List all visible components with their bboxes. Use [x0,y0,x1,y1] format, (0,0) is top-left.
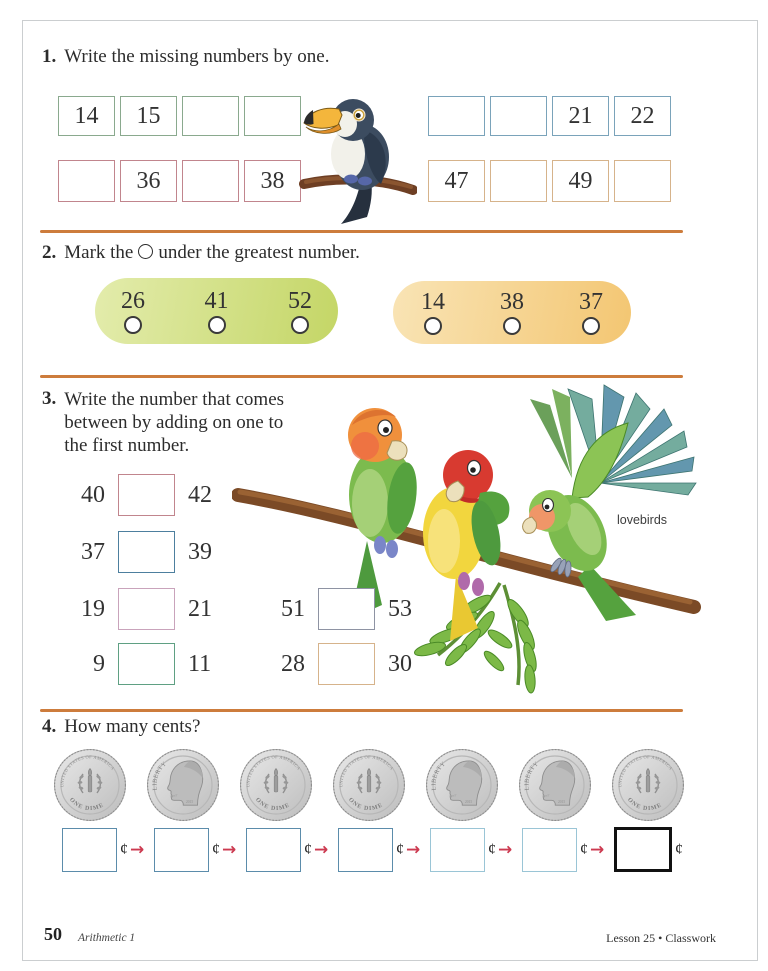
between-pair [55,643,211,685]
pair-right: 53 [388,595,412,622]
page-number: 50 [44,924,62,944]
between-pair [55,474,212,516]
choice-column [579,290,603,335]
answer-box[interactable] [118,643,175,685]
pair-right: 30 [388,650,412,677]
answer-box[interactable] [182,160,239,202]
section3-title-text: Write the number that comes between by adding on one to the first number. [64,389,285,456]
answer-box[interactable] [62,828,117,872]
choice-number: 41 [204,287,229,314]
pair-right: 42 [188,481,212,508]
between-pair [55,531,212,573]
dime-coin [425,748,499,822]
answer-box[interactable] [318,643,375,685]
cents-unit [430,828,522,872]
dime-coin [239,748,313,822]
dime-coin [518,748,592,822]
section3-number: 3. [42,388,57,409]
cent-symbol: ¢ [304,840,312,858]
number-cell: 49 [552,160,609,202]
pair-left: 19 [81,595,105,622]
answer-box[interactable] [154,828,209,872]
answer-box[interactable] [338,828,393,872]
section1-title [42,46,329,68]
choice-number: 38 [500,289,524,315]
dime-coin [332,748,406,822]
cents-unit [154,828,246,872]
toucan-illustration [299,82,417,230]
number-cell: 47 [428,160,485,202]
number-cell: 36 [120,160,177,202]
section4-title [42,716,200,738]
pair-left: 40 [81,481,105,508]
section-divider [40,230,683,233]
section-divider [40,375,683,378]
dime-coin [146,748,220,822]
mark-circle[interactable] [424,317,442,335]
arrow-icon: → [314,839,329,860]
choice-column [288,289,312,334]
section2-number: 2. [42,242,57,263]
arrow-icon: → [590,839,605,860]
circle-icon [138,244,153,259]
section2-title-post: under the greatest number. [158,242,360,263]
cents-unit [62,828,154,872]
choice-column [121,289,145,334]
section4-number: 4. [42,716,57,737]
greatest-number-group-green [95,278,338,344]
arrow-icon: → [130,839,145,860]
mark-circle[interactable] [291,316,309,334]
answer-box[interactable] [118,531,175,573]
cents-unit [522,828,614,872]
mark-circle[interactable] [124,316,142,334]
answer-box[interactable] [490,160,547,202]
answer-box[interactable] [428,96,485,136]
arrow-icon: → [498,839,513,860]
section2-title-pre: Mark the [64,242,134,263]
answer-box[interactable] [182,96,239,136]
pair-left: 37 [81,538,105,565]
cent-symbol: ¢ [580,840,588,858]
cents-unit [614,827,683,872]
cents-unit [246,828,338,872]
dime-coins-row [53,748,685,822]
answer-box[interactable] [614,160,671,202]
lesson-label: Lesson 25 • Classwork [606,931,716,945]
dime-coin [53,748,127,822]
section1-number: 1. [42,46,57,67]
answer-box[interactable] [522,828,577,872]
choice-column [421,290,445,335]
section4-title-text: How many cents? [64,716,201,737]
cent-symbol: ¢ [488,840,496,858]
choice-number: 37 [579,289,603,315]
answer-box[interactable] [318,588,375,630]
answer-box[interactable] [490,96,547,136]
cent-symbol: ¢ [212,840,220,858]
answer-box-total[interactable] [614,827,672,872]
lovebirds-caption: lovebirds [617,513,668,527]
choice-column [205,289,229,334]
pair-left: 28 [281,650,305,677]
section-divider [40,709,683,712]
pair-right: 39 [188,538,212,565]
number-cell: 22 [614,96,671,136]
mark-circle[interactable] [503,317,521,335]
book-title: Arithmetic 1 [78,932,136,944]
between-pair [255,588,412,630]
between-pair [255,643,412,685]
section1-title-text: Write the missing numbers by one. [64,46,330,67]
choice-column [500,290,524,335]
answer-box[interactable] [430,828,485,872]
greatest-number-group-orange [393,281,631,344]
mark-circle[interactable] [208,316,226,334]
choice-number: 26 [121,287,145,314]
mark-circle[interactable] [582,317,600,335]
number-cell: 15 [120,96,177,136]
arrow-icon: → [406,839,421,860]
pair-right: 11 [188,650,212,677]
choice-number: 52 [288,287,312,314]
pair-right: 21 [188,595,212,622]
number-cell: 21 [552,96,609,136]
cent-symbol: ¢ [675,840,683,858]
cent-symbol: ¢ [120,840,128,858]
number-cell: 14 [58,96,115,136]
pair-left: 51 [281,595,305,622]
cent-symbol: ¢ [396,840,404,858]
section2-title [42,242,360,264]
choice-number: 14 [421,289,445,315]
answer-box[interactable] [58,160,115,202]
answer-box[interactable] [246,828,301,872]
cents-unit [338,828,430,872]
cents-answer-row [62,827,683,872]
answer-box[interactable] [244,96,301,136]
answer-box[interactable] [118,588,175,630]
answer-box[interactable] [118,474,175,516]
between-pair [55,588,212,630]
pair-left: 9 [93,650,105,677]
arrow-icon: → [222,839,237,860]
dime-coin [611,748,685,822]
number-cell: 38 [244,160,301,202]
